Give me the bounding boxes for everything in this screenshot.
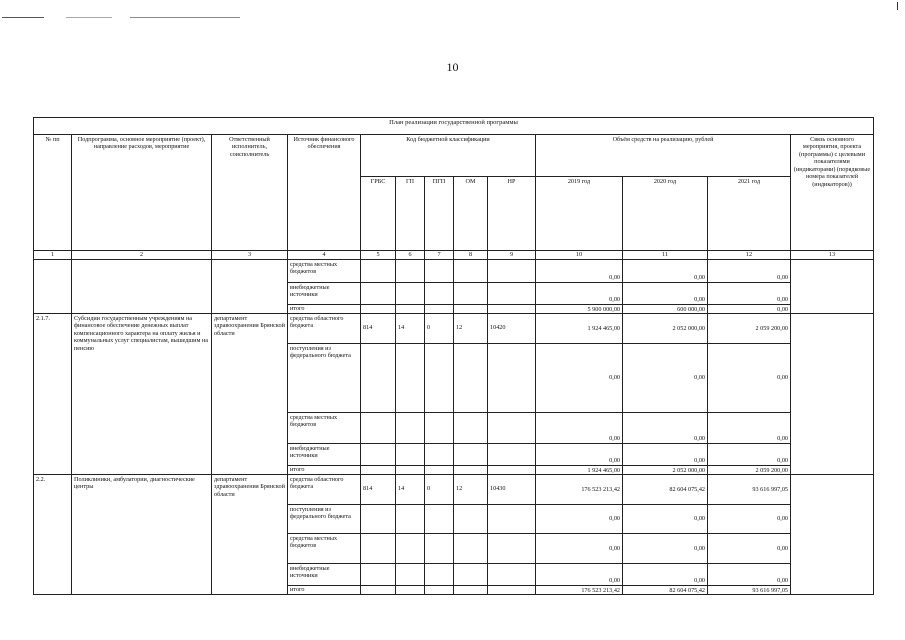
- row-value-2021: 0,00: [708, 413, 791, 444]
- column-number: 2: [72, 251, 212, 260]
- row-link: [791, 475, 874, 595]
- row-source: поступления из федерального бюджета: [288, 344, 361, 413]
- row-value-2019: 0,00: [536, 564, 623, 586]
- row-grbs: [361, 413, 396, 444]
- header-2021: 2021 год: [708, 177, 791, 251]
- row-om: [454, 444, 488, 466]
- row-om: [454, 466, 488, 475]
- row-nr: [488, 564, 536, 586]
- row-source: средства местных бюджетов: [288, 413, 361, 444]
- page-number: 10: [446, 60, 459, 74]
- column-number: 4: [288, 251, 361, 260]
- row-value-2021: 93 616 997,05: [708, 586, 791, 595]
- row-value-2020: 0,00: [623, 505, 708, 534]
- row-om: [454, 283, 488, 305]
- row-grbs: [361, 564, 396, 586]
- row-grbs: 814: [361, 314, 396, 344]
- column-number: 12: [708, 251, 791, 260]
- row-value-2020: 0,00: [623, 260, 708, 283]
- header-subprogram: Подпрограмма, основное мероприятие (проект), направление расходов, мероприятие: [72, 135, 212, 251]
- row-om: [454, 344, 488, 413]
- row-gp: [396, 413, 425, 444]
- row-value-2020: 600 000,00: [623, 305, 708, 314]
- row-value-2020: 2 052 000,00: [623, 466, 708, 475]
- row-grbs: [361, 505, 396, 534]
- row-value-2019: 176 523 213,42: [536, 586, 623, 595]
- row-value-2019: 176 523 213,42: [536, 475, 623, 505]
- row-value-2020: 0,00: [623, 413, 708, 444]
- header-gp: ГП: [396, 177, 425, 251]
- row-grbs: [361, 305, 396, 314]
- row-grbs: [361, 344, 396, 413]
- row-value-2021: 0,00: [708, 260, 791, 283]
- program-plan-table: [33, 117, 874, 595]
- row-pgp: [425, 344, 454, 413]
- row-value-2019: 0,00: [536, 344, 623, 413]
- row-om: [454, 260, 488, 283]
- row-gp: [396, 534, 425, 564]
- row-source: поступления из федерального бюджета: [288, 505, 361, 534]
- row-pgp: 0: [425, 314, 454, 344]
- header-budget-code: Код бюджетной классификации: [361, 135, 536, 177]
- scan-edge-mark: [897, 2, 898, 10]
- row-gp: [396, 344, 425, 413]
- row-nr: [488, 586, 536, 595]
- row-value-2019: 0,00: [536, 534, 623, 564]
- row-link: [791, 314, 874, 475]
- row-value-2021: 2 059 200,00: [708, 314, 791, 344]
- row-source: средства местных бюджетов: [288, 260, 361, 283]
- row-grbs: [361, 260, 396, 283]
- column-number: 6: [396, 251, 425, 260]
- row-link: [791, 260, 874, 314]
- row-pgp: [425, 283, 454, 305]
- row-nr: [488, 505, 536, 534]
- row-responsible: департамент здравоохранения Брянской области: [212, 314, 288, 475]
- column-number: 8: [454, 251, 488, 260]
- row-gp: [396, 586, 425, 595]
- row-om: [454, 305, 488, 314]
- column-number: 11: [623, 251, 708, 260]
- row-grbs: [361, 283, 396, 305]
- table-row: [34, 260, 874, 283]
- row-source: средства областного бюджета: [288, 475, 361, 505]
- header-volume: Объём средств на реализацию, рублей: [536, 135, 791, 177]
- row-pgp: [425, 413, 454, 444]
- row-value-2021: 0,00: [708, 564, 791, 586]
- row-value-2019: 0,00: [536, 260, 623, 283]
- row-nr: 10420: [488, 314, 536, 344]
- row-source: средства областного бюджета: [288, 314, 361, 344]
- row-responsible: [212, 260, 288, 314]
- header-num: № пп: [34, 135, 72, 251]
- row-nr: [488, 444, 536, 466]
- row-source: итого: [288, 586, 361, 595]
- column-number: 10: [536, 251, 623, 260]
- row-gp: [396, 564, 425, 586]
- row-om: [454, 505, 488, 534]
- row-num: 2.1.7.: [34, 314, 72, 475]
- row-value-2020: 0,00: [623, 564, 708, 586]
- column-number: 9: [488, 251, 536, 260]
- row-value-2019: 0,00: [536, 505, 623, 534]
- row-pgp: [425, 534, 454, 564]
- column-number: 1: [34, 251, 72, 260]
- row-pgp: [425, 260, 454, 283]
- row-value-2021: 0,00: [708, 344, 791, 413]
- column-number: 5: [361, 251, 396, 260]
- row-om: [454, 564, 488, 586]
- row-value-2021: 0,00: [708, 505, 791, 534]
- header-2019: 2019 год: [536, 177, 623, 251]
- scan-artifact-line: [66, 17, 112, 18]
- row-grbs: [361, 466, 396, 475]
- row-value-2021: 93 616 997,05: [708, 475, 791, 505]
- header-grbs: ГРБС: [361, 177, 396, 251]
- column-number: 7: [425, 251, 454, 260]
- row-nr: 10430: [488, 475, 536, 505]
- row-name: Поликлиники, амбулатории, диагностические центры: [72, 475, 212, 595]
- header-link: Связь основного мероприятия, проекта (программы) с целевыми показателями (индикаторами) (порядковые номера показателей (индикаторов)): [791, 135, 874, 251]
- row-pgp: [425, 564, 454, 586]
- row-value-2019: 0,00: [536, 444, 623, 466]
- row-om: 12: [454, 314, 488, 344]
- row-nr: [488, 283, 536, 305]
- row-gp: [396, 283, 425, 305]
- row-nr: [488, 305, 536, 314]
- row-nr: [488, 413, 536, 444]
- row-source: внебюджетные источники: [288, 283, 361, 305]
- row-value-2020: 0,00: [623, 444, 708, 466]
- row-value-2020: 0,00: [623, 283, 708, 305]
- row-om: [454, 534, 488, 564]
- row-source: внебюджетные источники: [288, 444, 361, 466]
- row-gp: [396, 444, 425, 466]
- row-value-2021: 0,00: [708, 283, 791, 305]
- row-pgp: [425, 444, 454, 466]
- row-gp: [396, 505, 425, 534]
- row-name: [72, 260, 212, 314]
- row-grbs: [361, 444, 396, 466]
- row-value-2019: 1 924 465,00: [536, 314, 623, 344]
- row-source: итого: [288, 466, 361, 475]
- header-nr: НР: [488, 177, 536, 251]
- scan-artifact-line: [130, 17, 240, 18]
- column-number: 13: [791, 251, 874, 260]
- row-nr: [488, 466, 536, 475]
- row-value-2020: 82 604 075,42: [623, 586, 708, 595]
- row-pgp: [425, 505, 454, 534]
- row-value-2020: 82 604 075,42: [623, 475, 708, 505]
- row-responsible: департамент здравоохранения Брянской области: [212, 475, 288, 595]
- table-row: [34, 314, 874, 344]
- row-gp: 14: [396, 314, 425, 344]
- row-value-2019: 0,00: [536, 413, 623, 444]
- row-gp: 14: [396, 475, 425, 505]
- scan-artifact-line: [2, 17, 44, 18]
- row-num: 2.2.: [34, 475, 72, 595]
- row-value-2020: 0,00: [623, 344, 708, 413]
- row-num: [34, 260, 72, 314]
- row-value-2021: 2 059 200,00: [708, 466, 791, 475]
- row-gp: [396, 305, 425, 314]
- row-value-2020: 2 052 000,00: [623, 314, 708, 344]
- table-caption: План реализации государственной программы: [34, 118, 874, 135]
- row-grbs: 814: [361, 475, 396, 505]
- header-om: ОМ: [454, 177, 488, 251]
- row-grbs: [361, 534, 396, 564]
- row-om: [454, 586, 488, 595]
- row-om: [454, 413, 488, 444]
- row-gp: [396, 260, 425, 283]
- row-nr: [488, 344, 536, 413]
- row-nr: [488, 534, 536, 564]
- row-nr: [488, 260, 536, 283]
- header-source: Источник финансового обеспечения: [288, 135, 361, 251]
- row-value-2020: 0,00: [623, 534, 708, 564]
- table-row: [34, 475, 874, 505]
- row-value-2021: 0,00: [708, 305, 791, 314]
- row-value-2021: 0,00: [708, 534, 791, 564]
- row-name: Субсидии государственным учреждениям на финансовое обеспечение денежных выплат компенсационного характера на оплату жилья и коммунальных услуг специалистам, вышедшим на пенсию: [72, 314, 212, 475]
- row-grbs: [361, 586, 396, 595]
- row-pgp: [425, 466, 454, 475]
- row-value-2019: 5 900 000,00: [536, 305, 623, 314]
- header-2020: 2020 год: [623, 177, 708, 251]
- header-responsible: Ответственный исполнитель, соисполнитель: [212, 135, 288, 251]
- row-pgp: 0: [425, 475, 454, 505]
- row-value-2021: 0,00: [708, 444, 791, 466]
- row-pgp: [425, 305, 454, 314]
- header-pgp: ПГП: [425, 177, 454, 251]
- row-value-2019: 1 924 465,00: [536, 466, 623, 475]
- row-source: внебюджетные источники: [288, 564, 361, 586]
- column-number: 3: [212, 251, 288, 260]
- row-gp: [396, 466, 425, 475]
- row-value-2019: 0,00: [536, 283, 623, 305]
- row-source: итого: [288, 305, 361, 314]
- column-number-row: [34, 251, 874, 260]
- row-pgp: [425, 586, 454, 595]
- row-source: средства местных бюджетов: [288, 534, 361, 564]
- row-om: 12: [454, 475, 488, 505]
